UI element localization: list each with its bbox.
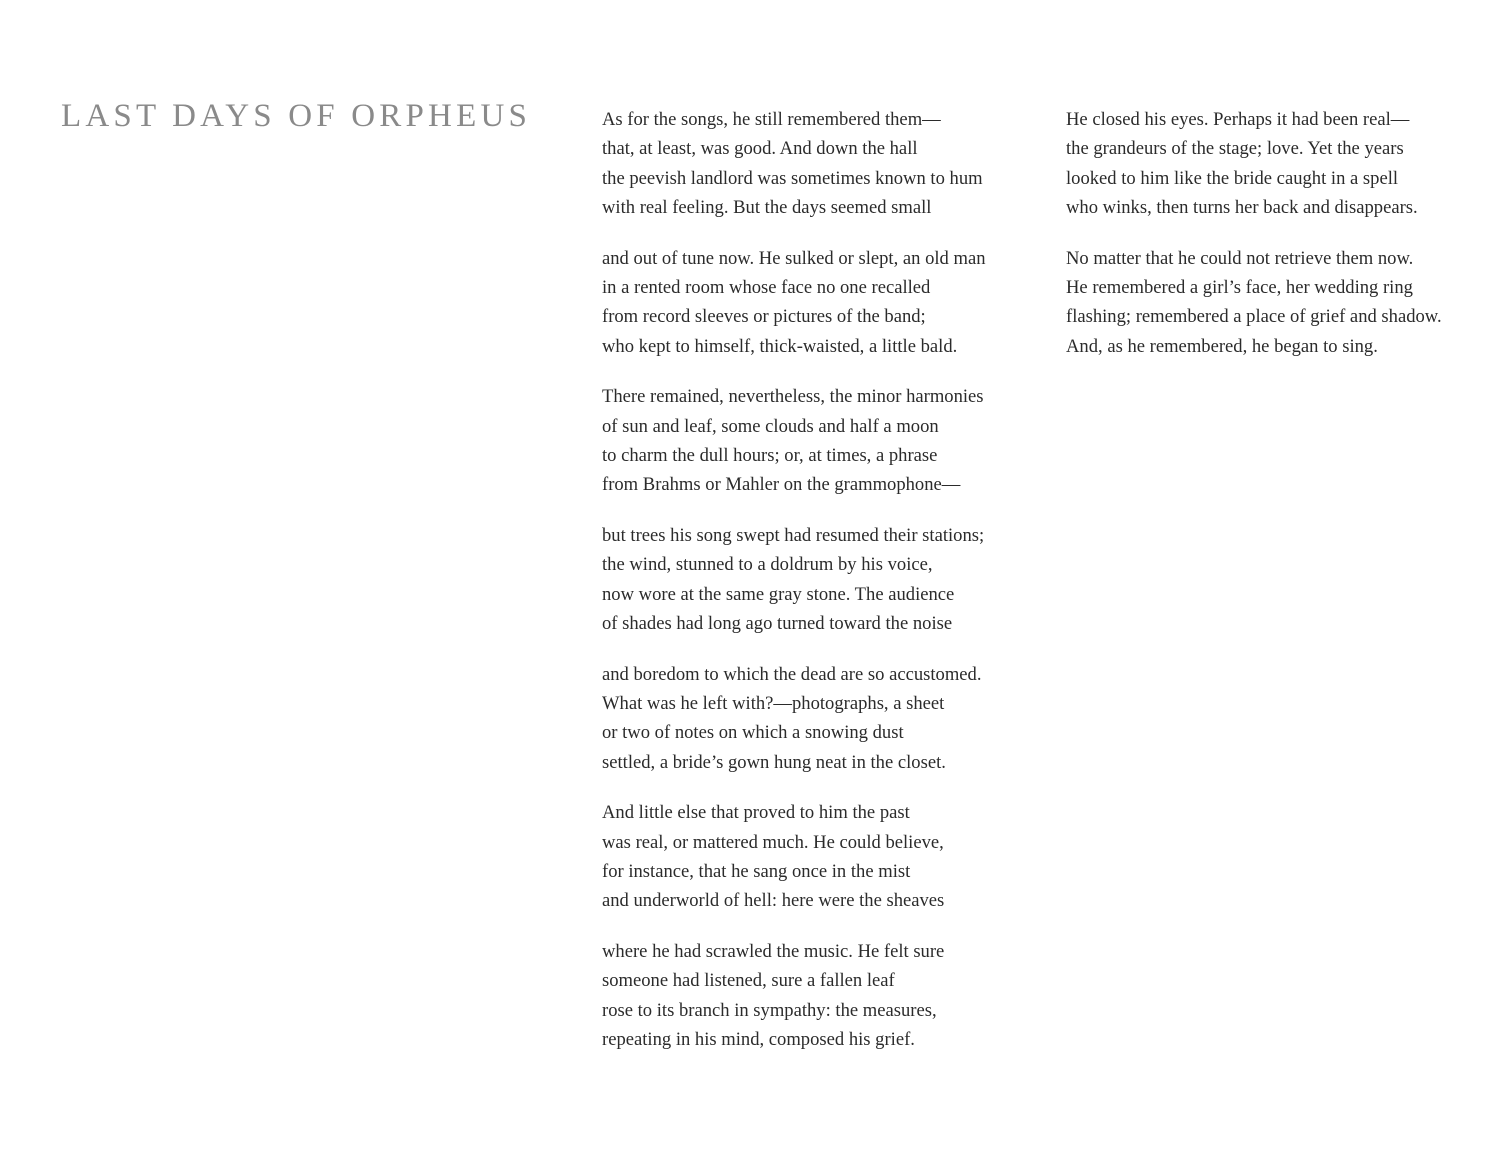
poem-line: but trees his song swept had resumed their stations; xyxy=(602,524,985,546)
stanza xyxy=(602,105,1042,223)
poem-line: the grandeurs of the stage; love. Yet the years xyxy=(1066,138,1404,160)
poem-line: with real feeling. But the days seemed small xyxy=(602,197,932,219)
poem-line: There remained, nevertheless, the minor harmonies xyxy=(602,386,984,408)
poem-line: now wore at the same gray stone. The audience xyxy=(602,583,955,605)
poem-line: flashing; remembered a place of grief and shadow. xyxy=(1066,306,1442,328)
stanza xyxy=(602,798,1042,916)
poem-line: And, as he remembered, he began to sing. xyxy=(1066,335,1378,357)
poem-line: and boredom to which the dead are so accustomed. xyxy=(602,663,982,685)
poem-line: No matter that he could not retrieve them now. xyxy=(1066,247,1414,269)
poem-line: for instance, that he sang once in the mist xyxy=(602,860,911,882)
poem-line: the wind, stunned to a doldrum by his voice, xyxy=(602,554,933,576)
stanza xyxy=(602,521,1042,639)
poem-line: who kept to himself, thick-waisted, a little bald. xyxy=(602,335,958,357)
poem-line: repeating in his mind, composed his grief. xyxy=(602,1028,915,1050)
poem-line: to charm the dull hours; or, at times, a phrase xyxy=(602,445,938,467)
poem-line: of sun and leaf, some clouds and half a moon xyxy=(602,415,939,437)
poem-line: He closed his eyes. Perhaps it had been real— xyxy=(1066,109,1410,130)
poem-line: and underworld of hell: here were the sheaves xyxy=(602,890,945,912)
poem-column-right xyxy=(1066,105,1491,382)
poem-line: settled, a bride’s gown hung neat in the closet. xyxy=(602,751,946,773)
poem-line: and out of tune now. He sulked or slept, an old man xyxy=(602,247,986,269)
poem-line: was real, or mattered much. He could believe, xyxy=(602,831,944,853)
poem-line: And little else that proved to him the past xyxy=(602,802,910,824)
stanza xyxy=(1066,105,1491,223)
poem-column-left xyxy=(602,105,1042,1075)
stanza xyxy=(602,382,1042,500)
poem-line: in a rented room whose face no one recalled xyxy=(602,277,931,299)
poem-title: LAST DAYS OF ORPHEUS xyxy=(61,98,532,134)
poem-line: from record sleeves or pictures of the band; xyxy=(602,306,926,328)
poem-line: who winks, then turns her back and disappears. xyxy=(1066,197,1418,219)
poem-line: What was he left with?—photographs, a sheet xyxy=(602,692,945,714)
poem-line: someone had listened, sure a fallen leaf xyxy=(602,970,895,992)
stanza xyxy=(602,937,1042,1055)
stanza xyxy=(602,660,1042,778)
poem-line: looked to him like the bride caught in a spell xyxy=(1066,167,1399,189)
poem-line: where he had scrawled the music. He felt sure xyxy=(602,940,945,962)
stanza xyxy=(602,244,1042,362)
poem-line: the peevish landlord was sometimes known to hum xyxy=(602,167,983,189)
poem-line: rose to its branch in sympathy: the measures, xyxy=(602,999,937,1021)
poem-line: As for the songs, he still remembered them— xyxy=(602,109,941,130)
poem-line: or two of notes on which a snowing dust xyxy=(602,722,904,744)
poem-line: from Brahms or Mahler on the grammophone— xyxy=(602,474,961,496)
poem-line: of shades had long ago turned toward the noise xyxy=(602,613,953,635)
poem-line: He remembered a girl’s face, her wedding ring xyxy=(1066,277,1413,299)
stanza xyxy=(1066,244,1491,362)
poem-line: that, at least, was good. And down the hall xyxy=(602,138,918,160)
